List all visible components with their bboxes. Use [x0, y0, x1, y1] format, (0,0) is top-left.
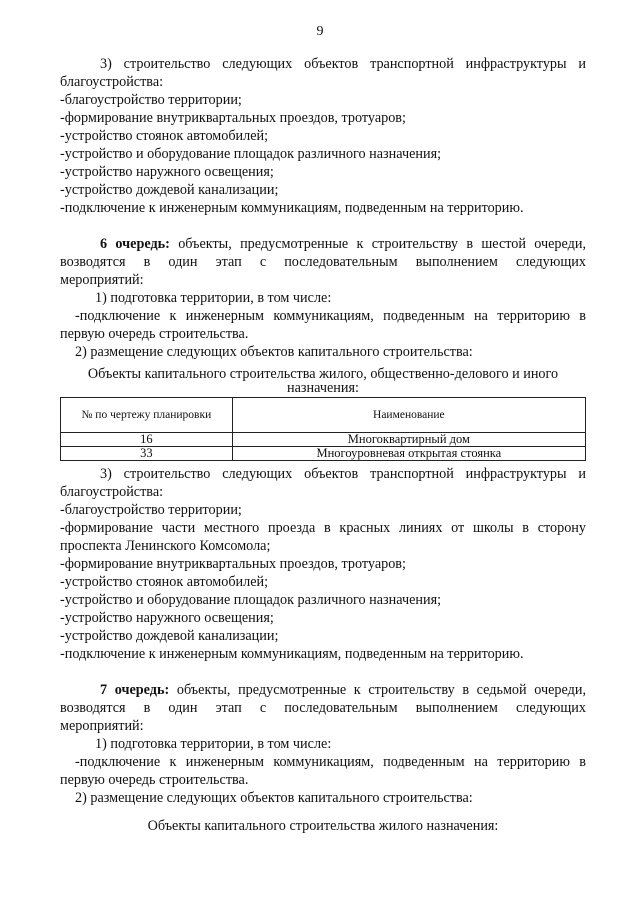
list-item: -устройство дождевой канализации;	[60, 628, 279, 644]
stage7-prep: 1) подготовка территории, в том числе:	[95, 736, 332, 752]
stage6-intro-text: объекты, предусмотренные к строительству в шестой очереди,	[169, 236, 586, 252]
list-item: -устройство стоянок автомобилей;	[60, 574, 269, 590]
stage7-connection: -подключение к инженерным коммуникациям, подведенным на территорию в	[75, 754, 586, 770]
table-header-row	[61, 398, 586, 433]
stage6-intro-cont: мероприятий:	[60, 272, 144, 288]
list-item: -благоустройство территории;	[60, 92, 242, 108]
stage6-objects-title-cont: назначения:	[287, 380, 359, 396]
list-item: -благоустройство территории;	[60, 502, 242, 518]
list-item: -устройство и оборудование площадок различного назначения;	[60, 592, 442, 608]
stage7-intro-text: объекты, предусмотренные к строительству в седьмой очереди,	[169, 682, 586, 698]
stage6-connection: -подключение к инженерным коммуникациям, подведенным на территорию в	[75, 308, 586, 324]
stage7-intro	[100, 682, 586, 699]
block1-heading: 3) строительство следующих объектов транспортной инфраструктуры и	[100, 56, 586, 72]
table-cell-name: Многоквартирный дом	[232, 433, 585, 447]
stage7-intro-cont: мероприятий:	[60, 718, 144, 734]
block1-heading-cont: благоустройства:	[60, 74, 164, 90]
list-item: -устройство наружного освещения;	[60, 164, 274, 180]
table-cell-number: 33	[61, 447, 233, 461]
page-number: 9	[316, 24, 324, 39]
stage7-intro-cont: возводятся в один этап с последовательным выполнением следующих	[60, 700, 586, 716]
table-row	[61, 433, 586, 447]
list-item: -устройство наружного освещения;	[60, 610, 274, 626]
stage6-connection-cont: первую очередь строительства.	[60, 326, 249, 342]
objects-table	[60, 397, 586, 461]
stage6-objects-title: Объекты капитального строительства жилого, общественно-делового и иного	[87, 366, 559, 382]
column-header-name: Наименование	[232, 398, 585, 433]
stage6-title: 6 очередь:	[100, 236, 170, 252]
column-header-number: № по чертежу планировки	[61, 398, 233, 433]
stage6-placement: 2) размещение следующих объектов капитального строительства:	[75, 344, 473, 360]
block2-heading: 3) строительство следующих объектов транспортной инфраструктуры и	[100, 466, 586, 482]
block2-heading-cont: благоустройства:	[60, 484, 164, 500]
list-item: -устройство дождевой канализации;	[60, 182, 279, 198]
list-item: -формирование внутриквартальных проездов, тротуаров;	[60, 556, 406, 572]
list-item: -подключение к инженерным коммуникациям, подведенным на территорию.	[60, 200, 524, 216]
stage6-intro	[100, 236, 586, 253]
list-item: -формирование внутриквартальных проездов, тротуаров;	[60, 110, 406, 126]
table-row	[61, 447, 586, 461]
list-item: -подключение к инженерным коммуникациям, подведенным на территорию.	[60, 646, 524, 662]
table-cell-name: Многоуровневая открытая стоянка	[232, 447, 585, 461]
list-item: -устройство и оборудование площадок различного назначения;	[60, 146, 442, 162]
stage7-placement: 2) размещение следующих объектов капитального строительства:	[75, 790, 473, 806]
stage7-objects-title: Объекты капитального строительства жилого назначения:	[147, 818, 499, 834]
list-item: проспекта Ленинского Комсомола;	[60, 538, 271, 554]
list-item: -формирование части местного проезда в красных линиях от школы в сторону	[60, 520, 586, 536]
stage7-title: 7 очередь:	[100, 682, 170, 698]
stage6-intro-cont: возводятся в один этап с последовательным выполнением следующих	[60, 254, 586, 270]
stage6-prep: 1) подготовка территории, в том числе:	[95, 290, 332, 306]
list-item: -устройство стоянок автомобилей;	[60, 128, 269, 144]
table-cell-number: 16	[61, 433, 233, 447]
stage7-connection-cont: первую очередь строительства.	[60, 772, 249, 788]
